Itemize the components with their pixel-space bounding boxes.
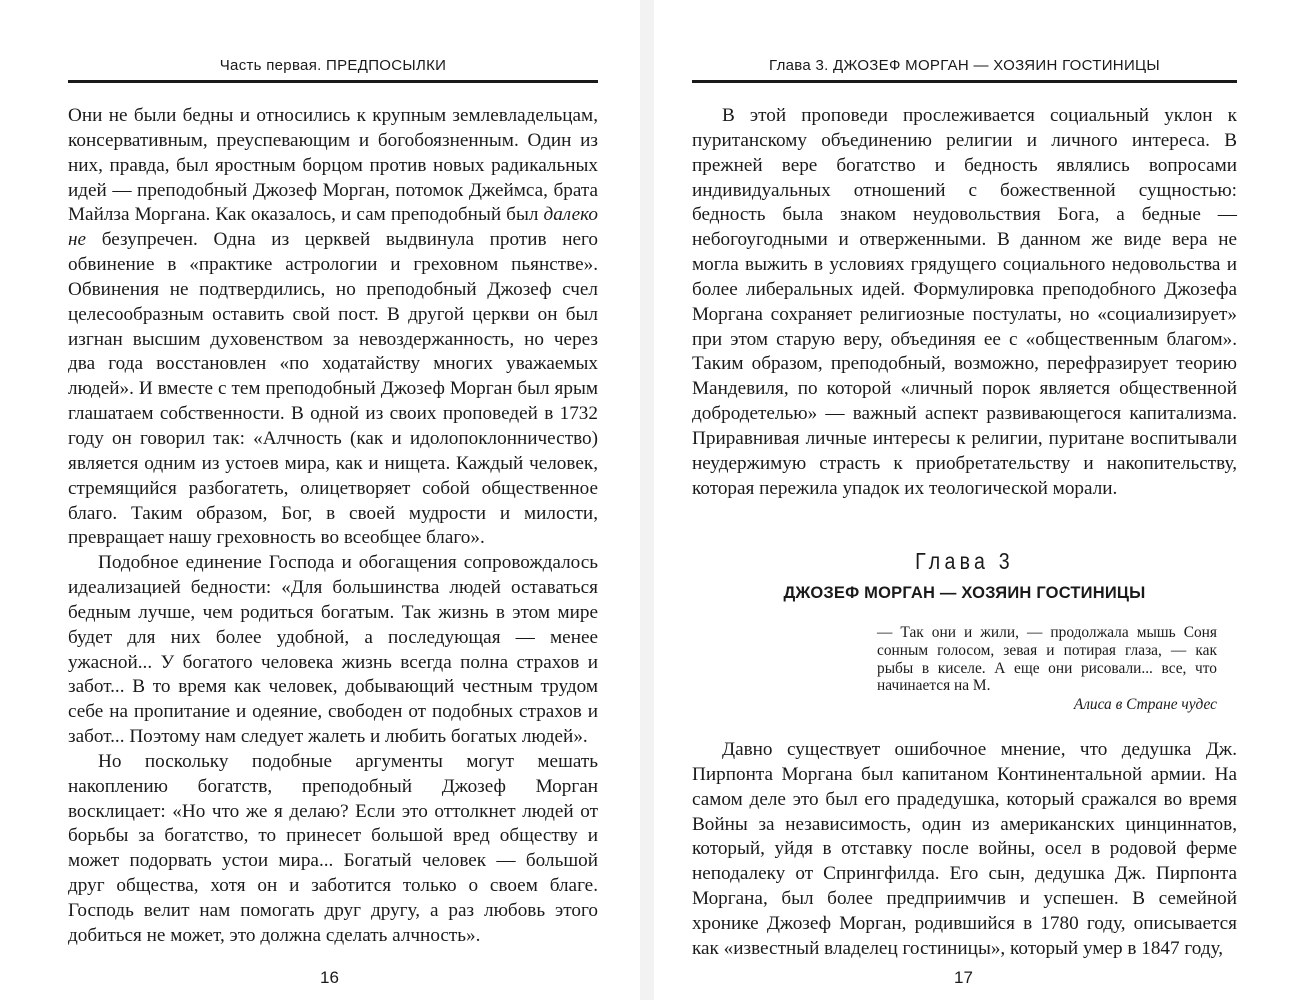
epigraph: — Так они и жили, — продолжала мышь Соня сонным голосом, зевая и потирая глаза, — как рыбы в киселе. А еще они рисовали... все, что начинается на М. xyxy=(877,624,1217,695)
italic-run: не xyxy=(68,229,87,251)
text-run: безупречен. Одна из церквей выдвинула против него обвинение в «практике астрологии и греховном пьянстве». Обвинения не подтвердились, но преподобный Джозеф счел целесообразным оставить свой пост. В другой церкви он был изгнан высшим духовенством за невоздержанность, но через два года восстановлен «по ходатайству многих уважаемых людей». И вместе с тем преподобный Джозеф Морган был ярым глашатаем собственности. В одной из своих проповедей в 1732 году он говорил так: «Алчность (как и идолопоклонничество) является одним из устоев мира, как и нищета. Каждый человек, стремящийся разбогатеть, олицетворяет собой общественное благо. Таким образом, Бог, в своей мудрости и милости, превращает нашу греховность во всеобщее благо». xyxy=(68,229,598,549)
right-body-text-top xyxy=(692,104,1237,502)
header-rule-left xyxy=(68,80,598,83)
page-number-right: 17 xyxy=(954,968,973,987)
right-body-text-bottom xyxy=(692,738,1237,962)
paragraph: Но поскольку подобные аргументы могут мешать накоплению богатств, преподобный Джозеф Морган восклицает: «Но что же я делаю? Если это оттолкнет людей от борьбы за богатство, то принесет большой вред обществу и может подорвать устои мира... Богатый человек — большой друг общества, хотя он и заботится только о своем благе. Господь велит нам помогать друг другу, а раз любовь этого добиться не может, это должна сделать алчность». xyxy=(68,750,598,946)
paragraph xyxy=(68,104,598,551)
paragraph: В этой проповеди прослеживается социальный уклон к пуританскому объединению религии и личного интереса. В прежней вере богатство и бедность являлись вопросами индивидуальных отношений с божественной сущностью: бедность была знаком неудовольствия Бога, а бедные — небогоугодными и отверженными. В данном же виде вера не могла выжить в условиях грядущего социального недовольства и более либеральных идей. Формулировка преподобного Джозефа Моргана сохраняет религиозные постулаты, но «социализирует» при этом старую веру, объединяя ее с «общественным благом». Таким образом, преподобный, возможно, перефразирует теорию Мандевиля, по которой «личный порок является общественной добродетелью» — важный аспект развивающегося капитализма. Приравнивая личные интересы к религии, пуритане воспитывали неудержимую страсть к приобретательству и накопительству, которая пережила упадок их теологической морали. xyxy=(692,105,1237,499)
left-body-text xyxy=(68,104,598,949)
book-gutter xyxy=(640,0,654,1000)
paragraph: Подобное единение Господа и обогащения сопровождалось идеализацией бедности: «Для большинства людей оставаться бедным лучше, чем родиться богатым. Так жизнь в этом мире будет для них более удобной, а последующая — менее ужасной... У богатого человека жизнь всегда полна страхов и забот... В то время как человек, добывающий честным трудом себе на пропитание и одеяние, свободен от подобных страхов и забот... Поэтому нам следует жалеть и любить богатых людей». xyxy=(68,552,598,748)
right-page xyxy=(654,0,1294,1000)
page-number-left: 16 xyxy=(320,968,339,987)
paragraph: Давно существует ошибочное мнение, что дедушка Дж. Пирпонта Моргана был капитаном Континентальной армии. На самом деле это был его прадедушка, который сражался во время Войны за независимость, один из американских цинциннатов, который, уйдя в отставку после войны, осел в родовой ферме неподалеку от Спрингфилда. Его сын, дедушка Дж. Пирпонта Моргана, был более предприимчив и успешен. В семейной хронике Джозеф Морган, родившийся в 1780 году, описывается как «известный владелец гостиницы», который умер в 1847 году, xyxy=(692,739,1237,959)
running-head-right: Глава 3. ДЖОЗЕФ МОРГАН — ХОЗЯИН ГОСТИНИЦЫ xyxy=(769,57,1160,74)
running-head-left: Часть первая. ПРЕДПОСЫЛКИ xyxy=(219,57,447,74)
left-page xyxy=(0,0,640,1000)
chapter-label: Глава 3 xyxy=(915,548,1014,574)
italic-run: далеко xyxy=(543,204,598,226)
epigraph-source: Алиса в Стране чудес xyxy=(1073,696,1217,713)
chapter-title: ДЖОЗЕФ МОРГАН — ХОЗЯИН ГОСТИНИЦЫ xyxy=(783,584,1146,602)
header-rule-right xyxy=(692,80,1237,83)
text-run: Они не были бедны и относились к крупным землевладельцам, консервативным, преуспевающим и богобоязненным. Один из них, правда, был яростным борцом против новых радикальных идей — преподобный Джозеф Морган, потомок Джеймса, брата Майлза Моргана. Как оказалось, и сам преподобный был xyxy=(68,105,598,226)
